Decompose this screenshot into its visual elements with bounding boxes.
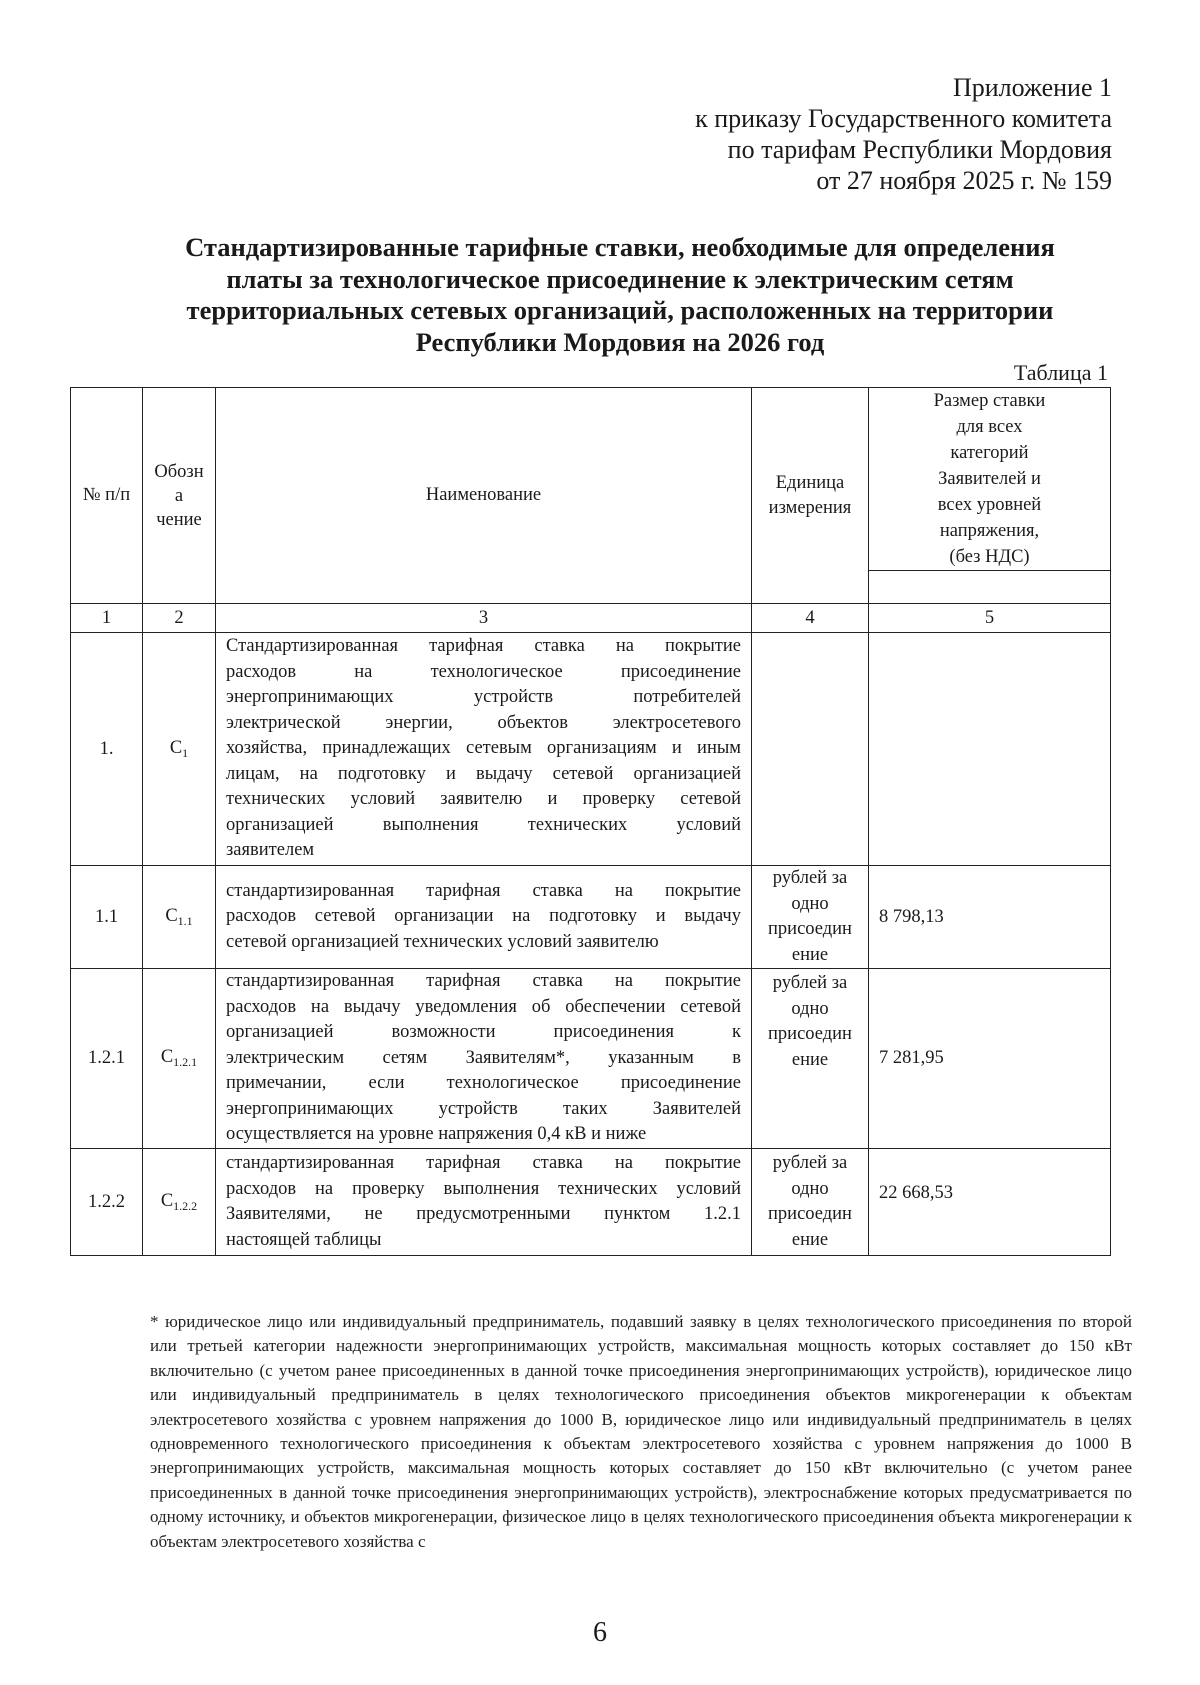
header-size-line: Размер ставки [933, 391, 1046, 411]
table-row [71, 1149, 1111, 1256]
row-num: 1.2.1 [71, 969, 143, 1149]
unit-line: одно [791, 1178, 829, 1199]
column-number-row [71, 604, 1111, 633]
row-unit [752, 969, 869, 1149]
designation-sub: 1.2.2 [173, 1198, 198, 1213]
header-unit-line: Единица [775, 472, 845, 493]
header-num: № п/п [71, 388, 143, 604]
name-line: расходов сетевой организации на подготовку и выдачу [226, 906, 741, 927]
unit-line: ение [791, 1229, 829, 1250]
row-designation [143, 1149, 216, 1256]
row-unit [752, 1149, 869, 1256]
name-line: расходов на проверку выполнения технических условий [226, 1178, 741, 1199]
name-line: расходов на технологическое присоединение [226, 661, 741, 682]
name-line: стандартизированная тарифная ставка на покрытие [226, 1153, 741, 1173]
header-name: Наименование [216, 388, 752, 604]
unit-line: присоедин [768, 919, 852, 939]
header-size [869, 388, 1111, 571]
row-num: 1.2.2 [71, 1149, 143, 1256]
row-unit [752, 866, 869, 969]
name-line: осуществляется на уровне напряжения 0,4 кВ и ниже [226, 1124, 647, 1145]
name-line: электрическим сетям Заявителям*, указанным в [226, 1047, 741, 1068]
row-designation [143, 633, 216, 866]
row-name [216, 1149, 752, 1256]
name-line: организацией возможности присоединения к [226, 1022, 741, 1043]
footnote: * юридическое лицо или индивидуальный предприниматель, подавший заявку в целях технологического присоединения по второй или третьей категории надежности энергопринимающих устройств, максимальная мощность которых составляет до 150 кВт включительно (с учетом ранее присоединенных в данной точке присоединения энергопринимающих устройств), юридическое лицо или индивидуальный предприниматель в целях технологического присоединения объектов микрогенерации к объектам электросетевого хозяйства с уровнем напряжения до 1000 В, юридическое лицо или индивидуальный предприниматель в целях одновременного технологического присоединения к объектам электросетевого хозяйства с уровнем напряжения до 1000 В энергопринимающих устройств, максимальная мощность которых составляет до 150 кВт включительно (с учетом ранее присоединенных в данной точке присоединения энергопринимающих устройств), электроснабжение которых предусматривается по одному источнику, и объектов микрогенерации, физическое лицо в целях технологического присоединения объекта микрогенерации к объектам электросетевого хозяйства с [150, 1312, 1132, 1551]
table-row [71, 633, 1111, 866]
header-size-empty [869, 571, 1111, 604]
page-number: 6 [593, 1617, 607, 1648]
name-line: настоящей таблицы [226, 1229, 382, 1250]
designation-base: C [160, 1047, 174, 1067]
tariff-rates-table [70, 387, 1111, 1256]
table-label: Таблица 1 [1013, 360, 1108, 385]
title-line-4: Республики Мордовия на 2026 год [415, 326, 825, 357]
unit-line: присоедин [768, 1024, 852, 1044]
row-name [216, 969, 752, 1149]
name-line: энергопринимающих устройств таких Заявителей [226, 1098, 741, 1119]
table-row [71, 969, 1111, 1149]
designation-base: C [169, 737, 183, 758]
unit-line: рублей за [772, 1153, 848, 1173]
table-row [71, 866, 1111, 969]
row-unit [752, 633, 869, 866]
title-line-2: платы за технологическое присоединение к электрическим сетям [226, 263, 1014, 294]
title-line-1: Стандартизированные тарифные ставки, необходимые для определения [185, 232, 1055, 262]
unit-line: рублей за [772, 973, 848, 993]
appendix-header [552, 72, 1112, 196]
name-line: электрической энергии, объектов электросетевого [226, 712, 741, 733]
row-name [216, 866, 752, 969]
column-number: 1 [71, 604, 143, 633]
title-line-3: территориальных сетевых организаций, расположенных на территории [186, 295, 1054, 325]
row-value: 22 668,53 [869, 1149, 1111, 1256]
header-size-line: напряжения, [939, 521, 1040, 541]
designation-sub: 1.1 [177, 913, 193, 928]
name-line: примечании, если технологическое присоединение [226, 1073, 741, 1094]
row-designation [143, 866, 216, 969]
unit-line: присоедин [768, 1204, 852, 1224]
row-num: 1.1 [71, 866, 143, 969]
header-designation-line: Обозн [154, 461, 204, 482]
name-line: энергопринимающих устройств потребителей [226, 687, 741, 708]
unit-line: ение [791, 944, 829, 965]
name-line: хозяйства, принадлежащих сетевым организациям и иным [226, 738, 741, 759]
row-num: 1. [71, 633, 143, 866]
designation-sub: 1.2.1 [173, 1055, 198, 1069]
designation-base: C [165, 905, 178, 926]
header-unit [752, 388, 869, 604]
unit-line: рублей за [772, 868, 848, 888]
name-line: технических условий заявителю и проверку сетевой [226, 789, 741, 810]
column-number: 4 [752, 604, 869, 633]
appendix-line-4: от 27 ноября 2025 г. № 159 [816, 166, 1112, 195]
table-header-row [71, 388, 1111, 571]
name-line: Заявителями, не предусмотренными пунктом 1.2.1 [226, 1204, 741, 1224]
unit-line: одно [791, 893, 829, 914]
header-size-line: категорий [950, 443, 1029, 463]
name-line: заявителем [226, 840, 315, 861]
unit-line: ение [791, 1049, 829, 1070]
row-designation [143, 969, 216, 1149]
name-line: расходов на выдачу уведомления об обеспечении сетевой [226, 996, 741, 1017]
header-designation-line: чение [156, 509, 202, 530]
name-line: лицам, на подготовку и выдачу сетевой организацией [226, 763, 741, 784]
header-designation-line: а [174, 485, 184, 506]
name-line: стандартизированная тарифная ставка на покрытие [226, 880, 741, 901]
header-unit-line: измерения [768, 497, 852, 518]
column-number: 2 [143, 604, 216, 633]
name-line: стандартизированная тарифная ставка на покрытие [226, 971, 741, 992]
name-line: организацией выполнения технических условий [226, 814, 741, 835]
appendix-line-2: к приказу Государственного комитета [695, 104, 1112, 133]
appendix-line-1: Приложение 1 [952, 73, 1112, 102]
designation-sub: 1 [182, 745, 189, 760]
row-value: 7 281,95 [869, 969, 1111, 1149]
header-size-line: всех уровней [937, 495, 1042, 515]
column-number: 3 [216, 604, 752, 633]
row-value: 8 798,13 [869, 866, 1111, 969]
header-size-line: для всех [956, 417, 1023, 437]
header-size-line: Заявителей и [938, 469, 1041, 489]
column-number: 5 [869, 604, 1111, 633]
name-line: Стандартизированная тарифная ставка на покрытие [226, 636, 741, 657]
header-size-line: (без НДС) [949, 547, 1030, 567]
appendix-line-3: по тарифам Республики Мордовия [727, 135, 1112, 164]
document-title [120, 232, 1120, 358]
unit-line: одно [791, 998, 829, 1019]
name-line: сетевой организацией технических условий заявителю [226, 931, 659, 952]
row-value [869, 633, 1111, 866]
row-name [216, 633, 752, 866]
designation-base: C [160, 1190, 174, 1211]
header-designation [143, 388, 216, 604]
